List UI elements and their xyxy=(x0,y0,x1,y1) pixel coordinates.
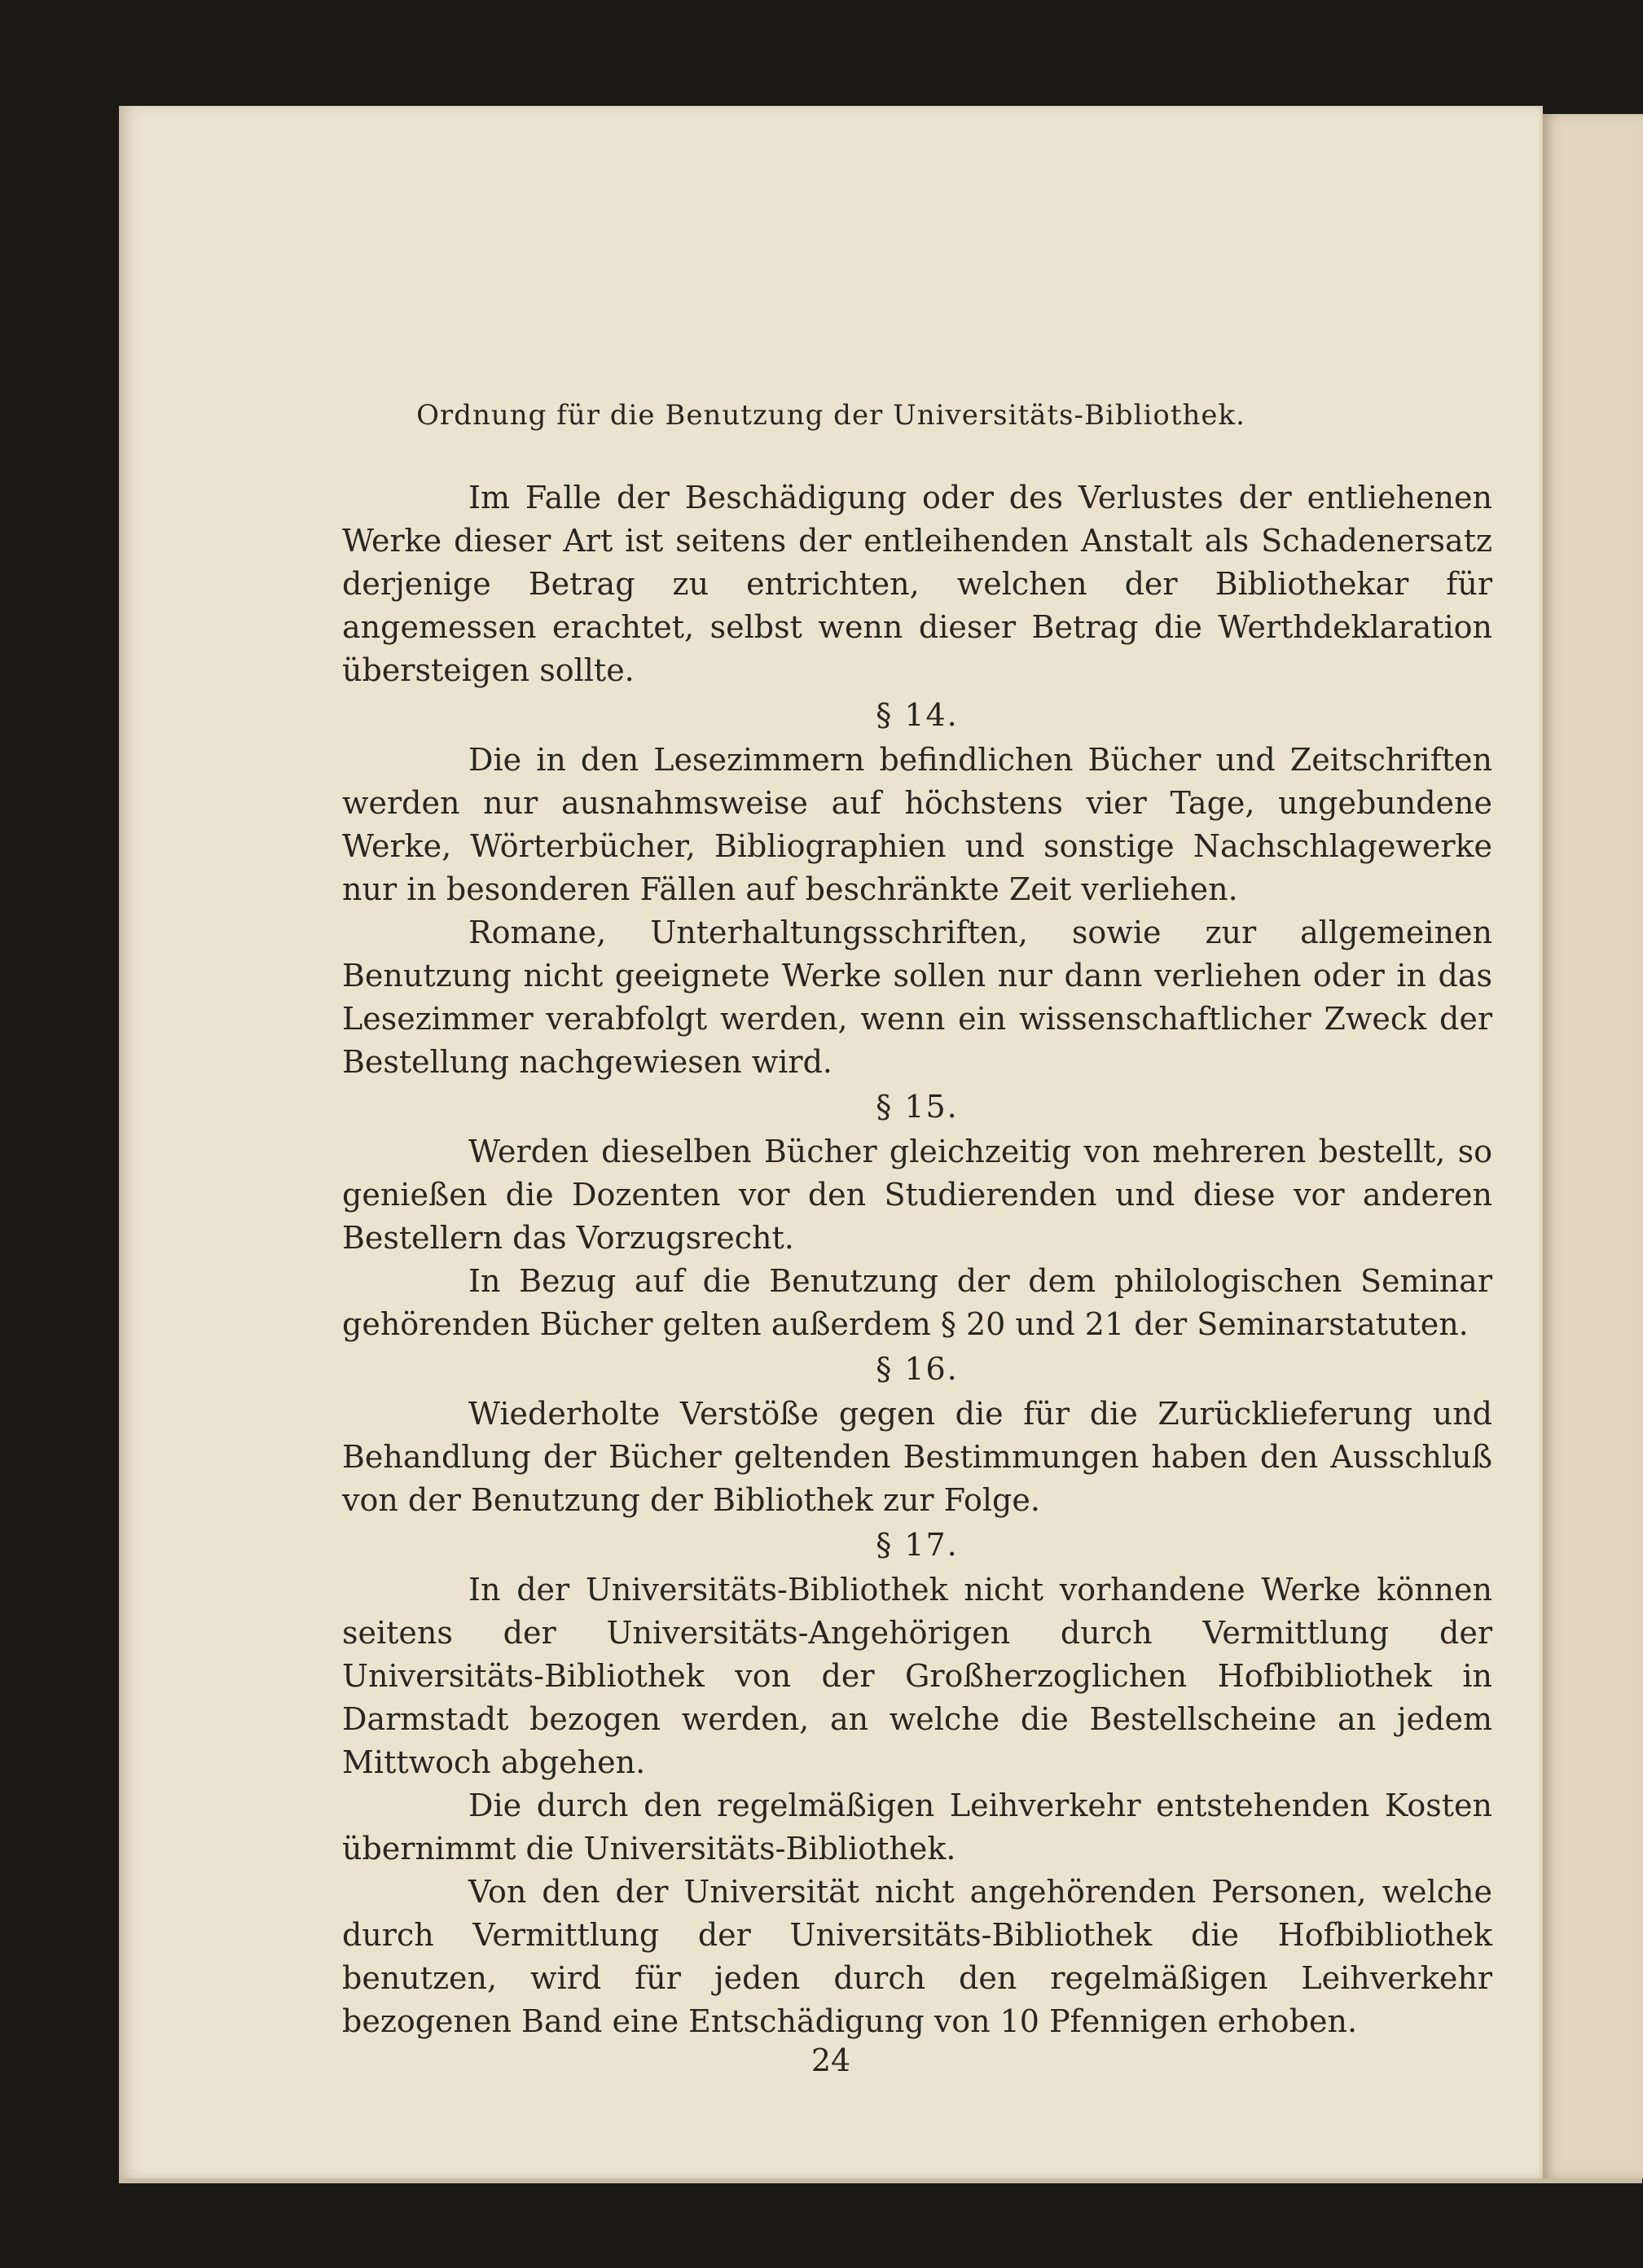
book-page xyxy=(119,106,1543,2178)
paragraph-17-1: In der Universitäts-Bibliothek nicht vorhandene Werke können seitens der Universitäts-Angehörigen durch Vermittlung der Universitäts-Bibliothek von der Großherzoglichen Hofbibliothek in Darmstadt bezogen werden, an welche die Bestellscheine an jedem Mittwoch abgehen. xyxy=(342,1572,1492,1780)
page-bottom-edge xyxy=(119,2178,1642,2183)
section-heading-15: § 15. xyxy=(876,1089,959,1125)
paragraph-damage: Im Falle der Beschädigung oder des Verlustes der entliehenen Werke dieser Art ist seitens der entleihenden Anstalt als Schadenersatz derjenige Betrag zu entrichten, welchen der Bibliothekar für angemessen erachtet, selbst wenn dieser Betrag die Werthdeklaration übersteigen sollte. xyxy=(342,480,1492,688)
paragraph-15-1: Werden dieselben Bücher gleichzeitig von mehreren bestellt, so genießen die Dozenten vor den Studierenden und diese vor anderen Bestellern das Vorzugsrecht. xyxy=(342,1134,1492,1256)
running-head: Ordnung für die Benutzung der Universitäts-Bibliothek. xyxy=(416,399,1245,432)
section-heading-14: § 14. xyxy=(876,697,959,733)
paragraph-15-2: In Bezug auf die Benutzung der dem philologischen Seminar gehörenden Bücher gelten außerdem § 20 und 21 der Seminarstatuten. xyxy=(342,1263,1492,1342)
paragraph-17-2: Die durch den regelmäßigen Leihverkehr entstehenden Kosten übernimmt die Universitäts-Bibliothek. xyxy=(342,1788,1492,1867)
page-number: 24 xyxy=(811,2042,851,2078)
section-heading-16: § 16. xyxy=(876,1351,959,1387)
adjacent-page-edge xyxy=(1543,114,1643,2178)
body-text xyxy=(342,476,1492,2043)
section-heading-17: § 17. xyxy=(876,1527,959,1563)
paragraph-17-3: Von den der Universität nicht angehörenden Personen, welche durch Vermittlung der Universitäts-Bibliothek die Hofbibliothek benutzen, wird für jeden durch den regelmäßigen Leihverkehr bezogenen Band eine Entschädigung von 10 Pfennigen erhoben. xyxy=(342,1874,1492,2039)
paragraph-14-1: Die in den Lesezimmern befindlichen Bücher und Zeitschriften werden nur ausnahmsweise auf höchstens vier Tage, ungebundene Werke, Wörterbücher, Bibliographien und sonstige Nachschlagewerke nur in besonderen Fällen auf beschränkte Zeit verliehen. xyxy=(342,742,1492,907)
paragraph-14-2: Romane, Unterhaltungsschriften, sowie zur allgemeinen Benutzung nicht geeignete Werke sollen nur dann verliehen oder in das Lesezimmer verabfolgt werden, wenn ein wissenschaftlicher Zweck der Bestellung nachgewiesen wird. xyxy=(342,915,1492,1080)
paragraph-16-1: Wiederholte Verstöße gegen die für die Zurücklieferung und Behandlung der Bücher geltenden Bestimmungen haben den Ausschluß von der Benutzung der Bibliothek zur Folge. xyxy=(342,1396,1492,1518)
